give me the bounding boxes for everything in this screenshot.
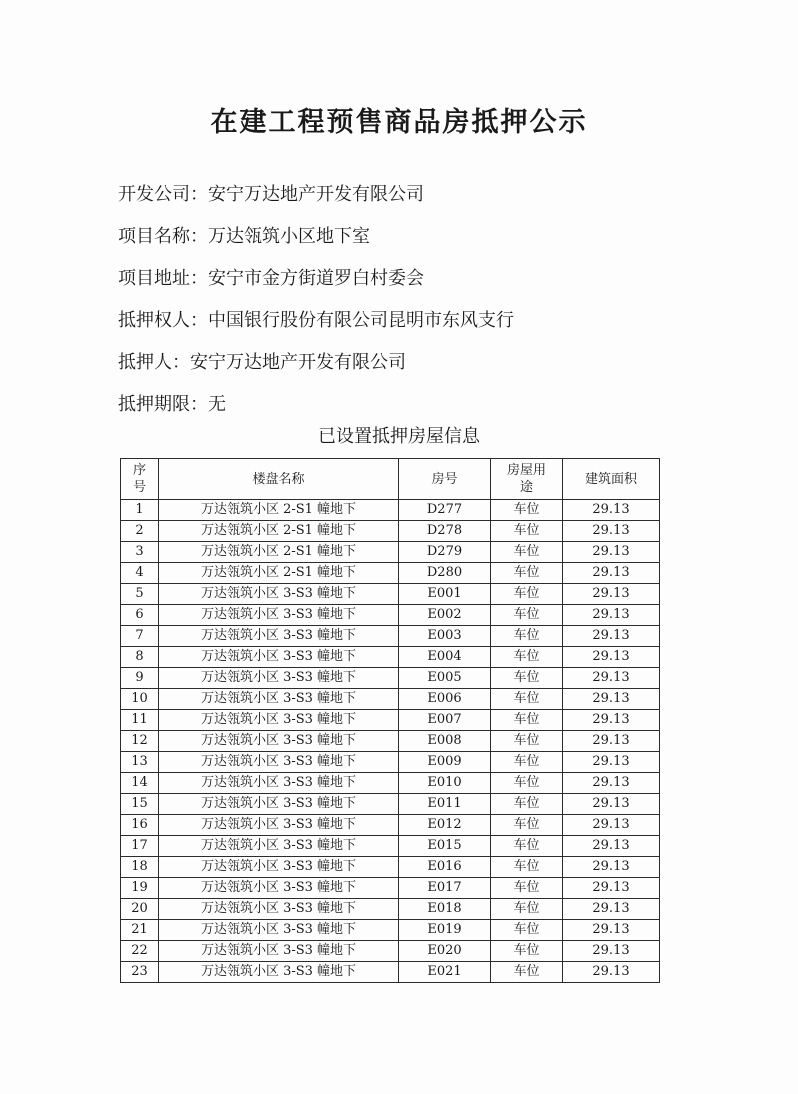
cell-area: 29.13 <box>563 899 660 920</box>
cell-room: E010 <box>399 773 491 794</box>
cell-usage: 车位 <box>491 920 563 941</box>
cell-area: 29.13 <box>563 521 660 542</box>
cell-room: D280 <box>399 563 491 584</box>
cell-area: 29.13 <box>563 647 660 668</box>
table-row <box>121 962 660 983</box>
cell-building: 万达瓴筑小区 3-S3 幢地下 <box>159 605 399 626</box>
cell-index: 15 <box>121 794 159 815</box>
cell-usage: 车位 <box>491 584 563 605</box>
table-row <box>121 941 660 962</box>
table-row <box>121 920 660 941</box>
cell-building: 万达瓴筑小区 3-S3 幢地下 <box>159 941 399 962</box>
cell-usage: 车位 <box>491 710 563 731</box>
cell-index: 20 <box>121 899 159 920</box>
table-row <box>121 710 660 731</box>
cell-room: E016 <box>399 857 491 878</box>
cell-area: 29.13 <box>563 731 660 752</box>
cell-room: E004 <box>399 647 491 668</box>
cell-usage: 车位 <box>491 521 563 542</box>
project-name-label: 项目名称： <box>118 226 208 247</box>
cell-building: 万达瓴筑小区 3-S3 幢地下 <box>159 710 399 731</box>
table-row <box>121 794 660 815</box>
cell-room: E009 <box>399 752 491 773</box>
cell-index: 12 <box>121 731 159 752</box>
table-row <box>121 563 660 584</box>
table-row <box>121 668 660 689</box>
cell-usage: 车位 <box>491 836 563 857</box>
table-row <box>121 899 660 920</box>
cell-building: 万达瓴筑小区 3-S3 幢地下 <box>159 962 399 983</box>
mortgagee-line <box>118 300 758 342</box>
table-row <box>121 500 660 521</box>
cell-area: 29.13 <box>563 752 660 773</box>
cell-room: E001 <box>399 584 491 605</box>
cell-usage: 车位 <box>491 773 563 794</box>
table-row <box>121 878 660 899</box>
cell-area: 29.13 <box>563 605 660 626</box>
cell-usage: 车位 <box>491 794 563 815</box>
cell-area: 29.13 <box>563 626 660 647</box>
table-row <box>121 584 660 605</box>
cell-building: 万达瓴筑小区 3-S3 幢地下 <box>159 899 399 920</box>
cell-area: 29.13 <box>563 857 660 878</box>
cell-usage: 车位 <box>491 647 563 668</box>
table-row <box>121 647 660 668</box>
cell-area: 29.13 <box>563 710 660 731</box>
header-usage: 房屋用途 <box>491 459 563 500</box>
cell-usage: 车位 <box>491 941 563 962</box>
cell-index: 16 <box>121 815 159 836</box>
cell-index: 2 <box>121 521 159 542</box>
cell-index: 11 <box>121 710 159 731</box>
cell-usage: 车位 <box>491 731 563 752</box>
developer-value: 安宁万达地产开发有限公司 <box>208 184 424 205</box>
cell-room: E015 <box>399 836 491 857</box>
mortgagor-line <box>118 342 758 384</box>
cell-area: 29.13 <box>563 836 660 857</box>
header-building: 楼盘名称 <box>159 459 399 500</box>
cell-usage: 车位 <box>491 668 563 689</box>
cell-room: E021 <box>399 962 491 983</box>
cell-room: E011 <box>399 794 491 815</box>
cell-index: 21 <box>121 920 159 941</box>
cell-usage: 车位 <box>491 815 563 836</box>
cell-index: 22 <box>121 941 159 962</box>
cell-area: 29.13 <box>563 878 660 899</box>
header-index: 序号 <box>121 459 159 500</box>
cell-building: 万达瓴筑小区 2-S1 幢地下 <box>159 521 399 542</box>
table-row <box>121 689 660 710</box>
cell-room: E019 <box>399 920 491 941</box>
mortgagee-value: 中国银行股份有限公司昆明市东风支行 <box>208 310 514 331</box>
cell-building: 万达瓴筑小区 3-S3 幢地下 <box>159 731 399 752</box>
cell-room: E017 <box>399 878 491 899</box>
cell-room: D278 <box>399 521 491 542</box>
developer-line <box>118 174 758 216</box>
mortgagee-label: 抵押权人： <box>118 310 208 331</box>
developer-label: 开发公司： <box>118 184 208 205</box>
cell-index: 6 <box>121 605 159 626</box>
cell-area: 29.13 <box>563 815 660 836</box>
cell-area: 29.13 <box>563 962 660 983</box>
cell-usage: 车位 <box>491 857 563 878</box>
cell-room: D277 <box>399 500 491 521</box>
cell-building: 万达瓴筑小区 3-S3 幢地下 <box>159 689 399 710</box>
cell-area: 29.13 <box>563 500 660 521</box>
cell-room: E006 <box>399 689 491 710</box>
mortgage-term-line <box>118 384 758 426</box>
cell-area: 29.13 <box>563 773 660 794</box>
project-address-line <box>118 258 758 300</box>
cell-room: E008 <box>399 731 491 752</box>
cell-area: 29.13 <box>563 668 660 689</box>
cell-usage: 车位 <box>491 689 563 710</box>
table-body <box>121 500 660 983</box>
cell-building: 万达瓴筑小区 3-S3 幢地下 <box>159 878 399 899</box>
project-address-label: 项目地址： <box>118 268 208 289</box>
cell-usage: 车位 <box>491 542 563 563</box>
cell-building: 万达瓴筑小区 2-S1 幢地下 <box>159 500 399 521</box>
cell-index: 3 <box>121 542 159 563</box>
cell-building: 万达瓴筑小区 3-S3 幢地下 <box>159 794 399 815</box>
cell-building: 万达瓴筑小区 3-S3 幢地下 <box>159 626 399 647</box>
mortgage-term-label: 抵押期限： <box>118 394 208 415</box>
page-title: 在建工程预售商品房抵押公示 <box>210 107 588 138</box>
cell-room: E002 <box>399 605 491 626</box>
cell-index: 1 <box>121 500 159 521</box>
cell-index: 5 <box>121 584 159 605</box>
cell-index: 14 <box>121 773 159 794</box>
cell-area: 29.13 <box>563 941 660 962</box>
table-caption: 已设置抵押房屋信息 <box>318 426 480 447</box>
table-row <box>121 836 660 857</box>
cell-area: 29.13 <box>563 542 660 563</box>
header-area: 建筑面积 <box>563 459 660 500</box>
cell-building: 万达瓴筑小区 3-S3 幢地下 <box>159 647 399 668</box>
table-row <box>121 857 660 878</box>
cell-usage: 车位 <box>491 626 563 647</box>
cell-building: 万达瓴筑小区 3-S3 幢地下 <box>159 857 399 878</box>
cell-room: E003 <box>399 626 491 647</box>
cell-building: 万达瓴筑小区 3-S3 幢地下 <box>159 836 399 857</box>
cell-area: 29.13 <box>563 563 660 584</box>
table-row <box>121 731 660 752</box>
cell-building: 万达瓴筑小区 3-S3 幢地下 <box>159 920 399 941</box>
table-row <box>121 542 660 563</box>
info-list <box>118 174 758 426</box>
table-header-row <box>121 459 660 500</box>
cell-usage: 车位 <box>491 899 563 920</box>
table-row <box>121 521 660 542</box>
cell-index: 4 <box>121 563 159 584</box>
project-name-line <box>118 216 758 258</box>
table-row <box>121 752 660 773</box>
cell-area: 29.13 <box>563 794 660 815</box>
cell-room: E007 <box>399 710 491 731</box>
cell-index: 7 <box>121 626 159 647</box>
cell-usage: 车位 <box>491 500 563 521</box>
header-room: 房号 <box>399 459 491 500</box>
cell-room: E005 <box>399 668 491 689</box>
cell-usage: 车位 <box>491 752 563 773</box>
cell-area: 29.13 <box>563 584 660 605</box>
cell-index: 23 <box>121 962 159 983</box>
cell-index: 8 <box>121 647 159 668</box>
cell-index: 19 <box>121 878 159 899</box>
table-row <box>121 773 660 794</box>
cell-usage: 车位 <box>491 962 563 983</box>
cell-area: 29.13 <box>563 689 660 710</box>
table-row <box>121 815 660 836</box>
cell-building: 万达瓴筑小区 2-S1 幢地下 <box>159 563 399 584</box>
mortgagor-label: 抵押人： <box>118 352 190 373</box>
cell-building: 万达瓴筑小区 2-S1 幢地下 <box>159 542 399 563</box>
cell-room: E012 <box>399 815 491 836</box>
mortgagor-value: 安宁万达地产开发有限公司 <box>190 352 406 373</box>
cell-room: E018 <box>399 899 491 920</box>
cell-building: 万达瓴筑小区 3-S3 幢地下 <box>159 815 399 836</box>
mortgaged-units-table <box>120 458 660 983</box>
cell-index: 17 <box>121 836 159 857</box>
cell-index: 18 <box>121 857 159 878</box>
cell-building: 万达瓴筑小区 3-S3 幢地下 <box>159 752 399 773</box>
cell-room: E020 <box>399 941 491 962</box>
cell-room: D279 <box>399 542 491 563</box>
cell-index: 13 <box>121 752 159 773</box>
cell-building: 万达瓴筑小区 3-S3 幢地下 <box>159 584 399 605</box>
cell-area: 29.13 <box>563 920 660 941</box>
cell-building: 万达瓴筑小区 3-S3 幢地下 <box>159 668 399 689</box>
project-name-value: 万达瓴筑小区地下室 <box>208 226 370 247</box>
cell-usage: 车位 <box>491 605 563 626</box>
table-row <box>121 605 660 626</box>
cell-building: 万达瓴筑小区 3-S3 幢地下 <box>159 773 399 794</box>
cell-index: 10 <box>121 689 159 710</box>
mortgage-term-value: 无 <box>208 394 226 415</box>
table-row <box>121 626 660 647</box>
cell-index: 9 <box>121 668 159 689</box>
cell-usage: 车位 <box>491 878 563 899</box>
project-address-value: 安宁市金方街道罗白村委会 <box>208 268 424 289</box>
cell-usage: 车位 <box>491 563 563 584</box>
